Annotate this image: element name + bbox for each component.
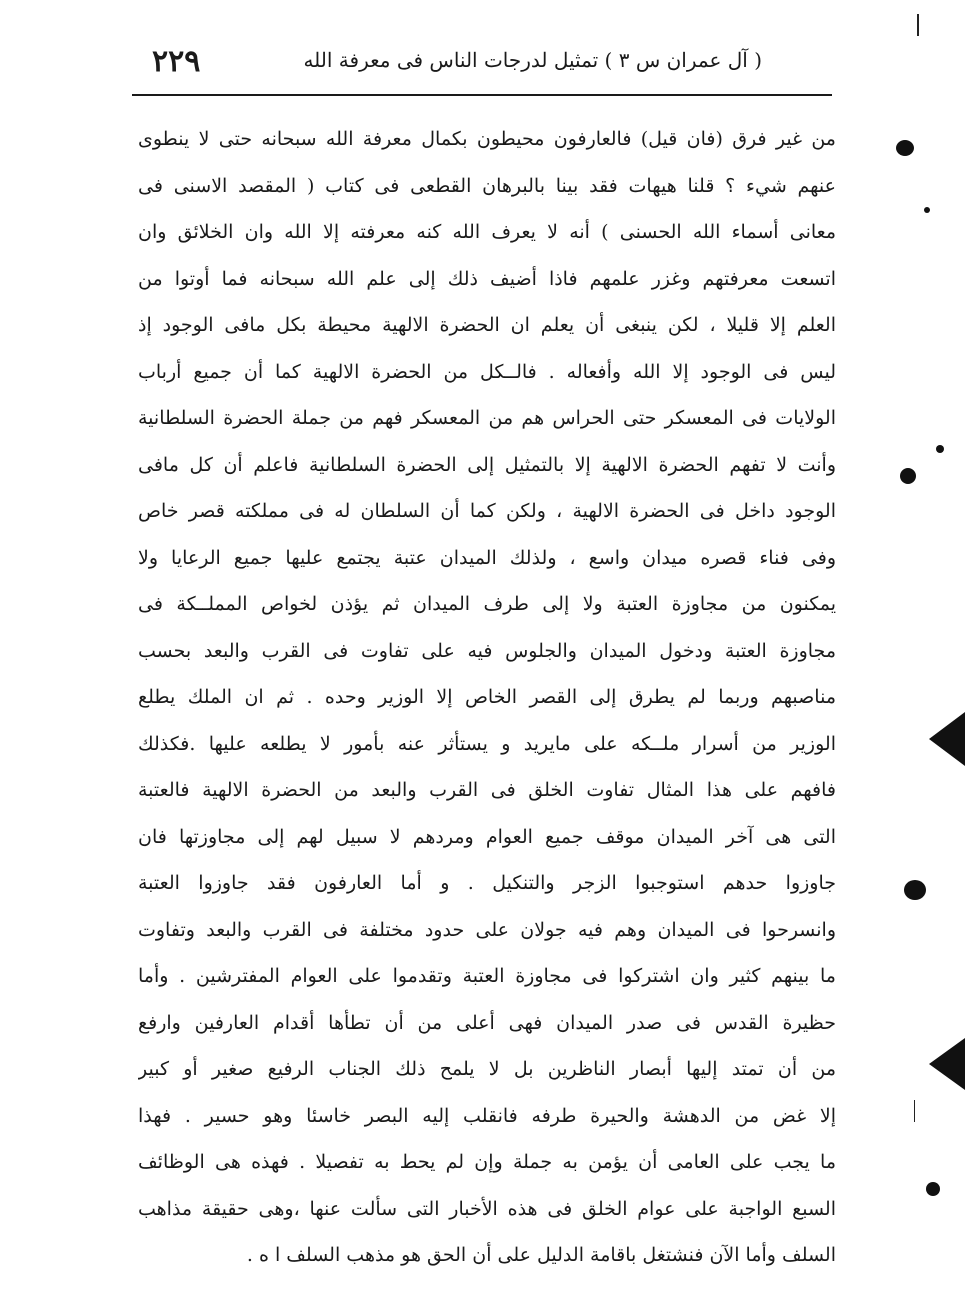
text-line: وفى فناء قصره ميدان واسع ، ولذلك الميدان عتبة يجتمع عليها جميع الرعايا ولا xyxy=(138,546,836,569)
text-line: وأنت لا تفهم الحضرة الالهية إلا بالتمثيل إلى الحضرة السلطانية فاعلم أن كل مافى xyxy=(138,453,836,476)
page-number: ٢٢٩ xyxy=(152,44,201,79)
body-text xyxy=(138,116,836,1279)
text-line: من أن تمتد إليها أبصار الناظرين بل لا يلمح ذلك الجناب الرفيع صغير أو كبير xyxy=(138,1058,836,1080)
text-line: السبع الواجبة على عوام الخلق فى هذه الأخبار التى سألت عنها ،وهى حقيقة مذاهب xyxy=(138,1197,836,1220)
ink-blot xyxy=(896,140,914,156)
text-line: التى هى آخر الميدان موقف جميع العوام ومردهم لا سبيل لهم إلى مجاوزتها فان xyxy=(138,825,836,848)
text-line: ليس فى الوجود إلا الله وأفعاله . فالــكل من الحضرة الالهية كما أن جميع أرباب xyxy=(138,360,836,383)
text-line: عنهم شيء ؟ قلنا هيهات فقد بينا بالبرهان القطعى فى كتاب ( المقصد الاسنى فى xyxy=(138,174,836,197)
text-line: مجاوزة العتبة ودخول الميدان والجلوس فيه على تفاوت فى القرب والبعد بحسب xyxy=(138,639,836,662)
text-line: إلا غض من الدهشة والحيرة طرفه فانقلب إليه البصر خاسئا وهو حسير . فهذا xyxy=(138,1104,836,1127)
scan-edge-mark xyxy=(929,712,965,766)
text-line: العلم إلا قليلا ، لكن ينبغى أن يعلم ان الحضرة الالهية محيطة بكل مافى الوجود إذ xyxy=(138,314,836,336)
text-line: الوزير من أسرار ملــكه على مايريد و يستأثر عنه بأمور لا يطلعه عليها .فكذلك xyxy=(138,732,836,755)
text-line: من غير فرق (فان قيل) فالعارفون محيطون بكمال معرفة الله سبحانه حتى لا ينطوى xyxy=(138,128,836,150)
text-line: السلف وأما الآن فنشتغل باقامة الدليل على أن الحق هو مذهب السلف ا ه . xyxy=(246,1244,836,1266)
ink-blot xyxy=(904,880,926,900)
ink-blot xyxy=(900,468,916,484)
header-rule xyxy=(132,94,832,96)
text-line: مناصبهم وربما لم يطرق إلى القصر الخاص إلا الوزير وحده . ثم ان الملك يطلع xyxy=(138,686,836,708)
ink-blot xyxy=(936,445,944,453)
ink-blot xyxy=(924,207,930,213)
text-line: اتسعت معرفتهم وغزر علمهم فاذا أضيف ذلك إلى علم الله سبحانه فما أوتوا من xyxy=(138,267,836,290)
text-line: حظيرة القدس فى صدر الميدان فهى أعلى من أن تطأها أقدام العارفين وارفع xyxy=(138,1011,836,1034)
text-line: وانسرحوا فى الميدان وهم فيه جولان على حدود مختلفة فى القرب والبعد وتفاوت xyxy=(138,918,836,941)
text-line: جاوزوا حدهم استوجبوا الزجر والتنكيل . و أما العارفون فقد جاوزوا العتبة xyxy=(138,872,836,894)
margin-tick xyxy=(914,1100,915,1122)
page-header xyxy=(132,40,832,92)
ink-blot xyxy=(926,1182,940,1196)
text-line: يمكنون من مجاوزة العتبة ولا إلى طرف الميدان ثم يؤذن لخواص المملــكة فى xyxy=(138,593,836,615)
text-line: ما بينهم كثير وان اشتركوا فى مجاوزة العتبة وتقدموا على العوام المفترشين . وأما xyxy=(138,965,836,987)
margin-tick xyxy=(917,14,919,36)
text-line: معانى أسماء الله الحسنى ) أنه لا يعرف الله كنه معرفته إلا الله وان الخلائق وان xyxy=(138,221,836,243)
scan-edge-mark xyxy=(929,1038,965,1090)
text-line: ما يجب على العامى أن يؤمن به جملة وإن لم يحط به تفصيلا . فهذه هى الوظائف xyxy=(138,1151,836,1173)
text-line: الولايات فى المعسكر حتى الحراس هم من المعسكر فهم من جملة الحضرة السلطانية xyxy=(138,407,836,429)
text-line: الوجود داخل فى الحضرة الالهية ، ولكن كما أن السلطان له فى مملكته قصر خاص xyxy=(138,500,836,522)
text-line: فافهم على هذا المثال تفاوت الخلق فى القرب والبعد من الحضرة الالهية فالعتبة xyxy=(138,779,836,801)
running-head: ( آل عمران س ٣ ) تمثيل لدرجات الناس فى معرفة الله xyxy=(303,48,762,72)
